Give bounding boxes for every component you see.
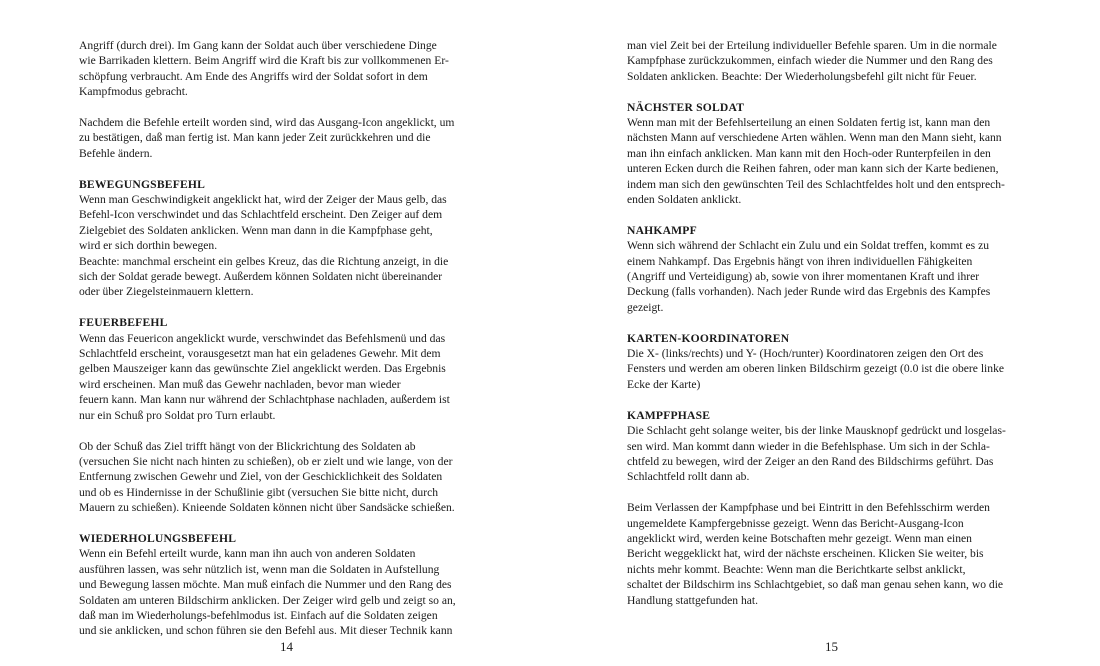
paragraph-wiederholungsbefehl (79, 546, 484, 638)
text-line: Wenn das Feuericon angeklickt wurde, verschwindet das Befehlsmenü und das (79, 331, 446, 345)
text-line: wird erscheinen. Man muß das Gewehr nachladen, bevor man wieder (79, 377, 401, 391)
text-line: nichts mehr kommt. Beachte: Wenn man die Berichtkarte selbst anklickt, (627, 562, 966, 576)
text-line: wird er sich dorthin bewegen. (79, 239, 218, 253)
text-line: Schlachtfeld erscheint, vorausgesetzt man hat ein geladenes Gewehr. Mit dem (79, 347, 441, 361)
right-page (550, 0, 1100, 666)
text-line: und sie anklicken, und schon führen sie den Befehl aus. Mit dieser Technik kann (79, 624, 453, 638)
text-line: Befehle ändern. (79, 146, 153, 160)
text-line: indem man sich den gewünschten Teil des Schlachtfeldes holt und den entsprech- (627, 177, 1005, 191)
text-line: sich der Soldat gerade bewegt. Außerdem können Soldaten nicht übereinander (79, 270, 443, 284)
text-line: chtfeld zu bewegen, wird der Zeiger an den Rand des Bildschirms geführt. Das (627, 454, 994, 468)
text-line: man viel Zeit bei der Erteilung individueller Befehle sparen. Um in die normale (627, 39, 997, 52)
heading-kampfphase: KAMPFPHASE (627, 408, 711, 422)
text-line: Wenn man mit der Befehlserteilung an einen Soldaten fertig ist, kann man den (627, 116, 991, 130)
text-line: (Angriff und Verteidigung) ab, sowie von ihrer momentanen Kraft und ihrer (627, 270, 980, 284)
text-line: Befehl-Icon verschwindet und das Schlachtfeld erscheint. Den Zeiger auf dem (79, 208, 443, 222)
paragraph-kampfphase (627, 423, 1037, 485)
text-line: einem Nahkampf. Das Ergebnis hängt von ihren individuellen Fähigkeiten (627, 254, 973, 268)
text-line: gezeigt. (627, 300, 664, 314)
text-line: gelben Mauszeiger kann das gewünschte Ziel angeklickt werden. Das Ergebnis (79, 362, 446, 376)
heading-nahkampf: NAHKAMPF (627, 223, 697, 237)
text-line: Kampfphase zurückzukommen, einfach wieder die Nummer und den Rang des (627, 54, 993, 68)
text-line: Wenn sich während der Schlacht ein Zulu und ein Soldat treffen, kommt es zu (627, 239, 990, 253)
text-line: Angriff (durch drei). Im Gang kann der Soldat auch über verschiedene Dinge (79, 39, 437, 52)
text-line: ausführen lassen, was sehr nützlich ist, wenn man die Soldaten in Aufstellung (79, 562, 440, 576)
paragraph-schuss (79, 439, 484, 516)
paragraph-nahkampf (627, 238, 1037, 315)
paragraph-verlassen (627, 500, 1037, 608)
paragraph-angriff-intro (79, 38, 484, 100)
paragraph-feuerbefehl (79, 331, 484, 423)
text-line: man ihn einfach anklicken. Man kann mit den Hoch-oder Runterpfeilen in den (627, 146, 991, 160)
text-line: schaltet der Bildschirm ins Schlachtgebiet, so daß man genau sehen kann, wo die (627, 578, 1004, 592)
text-line: Mauern zu schießen). Knieende Soldaten können nicht über Sandsäcke schießen. (79, 501, 455, 515)
right-text-column (627, 38, 1037, 608)
text-line: ungemeldete Kampfergebnisse gezeigt. Wenn das Bericht-Ausgang-Icon (627, 516, 964, 530)
text-line: wie Barrikaden klettern. Beim Angriff wird die Kraft bis zur vollkommenen Er- (79, 54, 449, 68)
heading-karten-koordinatoren: KARTEN-KOORDINATOREN (627, 331, 790, 345)
text-line: Beim Verlassen der Kampfphase und bei Eintritt in den Befehlsschirm werden (627, 501, 990, 515)
text-line: (versuchen Sie nicht nach hinten zu schießen), ob er zielt und wie lange, von der (79, 454, 453, 468)
text-line: angeklickt wird, werden keine Botschaften mehr gezeigt. Wenn man einen (627, 531, 972, 545)
text-line: Zielgebiet des Soldaten anklicken. Wenn man dann in die Kampfphase geht, (79, 223, 433, 237)
text-line: unteren Ecken durch die Reihen fahren, oder man kann sich der Karte bedienen, (627, 162, 999, 176)
text-line: Die X- (links/rechts) und Y- (Hoch/runter) Koordinatoren zeigen den Ort des (627, 347, 984, 361)
page-number-left: 14 (280, 639, 293, 654)
heading-wiederholungsbefehl: WIEDERHOLUNGSBEFEHL (79, 531, 237, 545)
paragraph-ausgang-icon (79, 115, 484, 161)
text-line: Bericht weggeklickt hat, wird der nächste erscheinen. Klicken Sie weiter, bis (627, 547, 984, 561)
heading-feuerbefehl: FEUERBEFEHL (79, 316, 168, 330)
text-line: Wenn ein Befehl erteilt wurde, kann man ihn auch von anderen Soldaten (79, 547, 416, 561)
text-line: Ecke der Karte) (627, 377, 701, 391)
text-line: Wenn man Geschwindigkeit angeklickt hat, wird der Zeiger der Maus gelb, das (79, 193, 447, 207)
text-line: oder über Ziegelsteinmauern klettern. (79, 285, 254, 299)
heading-naechster-soldat: NÄCHSTER SOLDAT (627, 100, 745, 114)
text-line: enden Soldaten anklickt. (627, 193, 742, 207)
left-text-column (79, 38, 484, 639)
text-line: Fensters und werden am oberen linken Bildschirm gezeigt (0.0 ist die obere linke (627, 362, 1005, 376)
text-line: Soldaten am unteren Bildschirm anklicken. Der Zeiger wird gelb und zeigt so an, (79, 593, 456, 607)
text-line: und ob es Hindernisse in der Schußlinie gibt (versuchen Sie bitte nicht, durch (79, 485, 439, 499)
text-line: sen wird. Man kommt dann wieder in die Befehlsphase. Um sich in der Schla- (627, 439, 990, 453)
text-line: Ob der Schuß das Ziel trifft hängt von der Blickrichtung des Soldaten ab (79, 439, 416, 453)
text-line: Beachte: manchmal erscheint ein gelbes Kreuz, das die Richtung anzeigt, in die (79, 254, 449, 268)
text-line: Handlung stattgefunden hat. (627, 593, 759, 607)
text-line: Schlachtfeld rollt dann ab. (627, 470, 750, 484)
text-line: und Bewegung lassen möchte. Man muß einfach die Nummer und den Rang des (79, 578, 452, 592)
text-line: feuern kann. Man kann nur während der Schlachtphase nachladen, außerdem ist (79, 393, 450, 407)
text-line: nächsten Mann auf verschiedene Arten wählen. Wenn man den Mann sieht, kann (627, 131, 1002, 145)
text-line: Soldaten anklicken. Beachte: Der Wiederholungsbefehl gilt nicht für Feuer. (627, 69, 977, 83)
text-line: Entfernung zwischen Gewehr und Ziel, von der Geschicklichkeit des Soldaten (79, 470, 443, 484)
text-line: Nachdem die Befehle erteilt worden sind, wird das Ausgang-Icon angeklickt, um (79, 116, 455, 130)
paragraph-naechster-soldat (627, 115, 1037, 207)
paragraph-wiederholung-continued (627, 38, 1037, 84)
text-line: schöpfung verbraucht. Am Ende des Angriffs wird der Soldat sofort in dem (79, 69, 428, 83)
page-number-right: 15 (825, 639, 838, 654)
text-line: Kampfmodus gebracht. (79, 85, 188, 99)
text-line: nur ein Schuß pro Soldat pro Turn erlaubt. (79, 408, 276, 422)
text-line: Deckung (falls vorhanden). Nach jeder Runde wird das Ergebnis des Kampfes (627, 285, 991, 299)
paragraph-bewegungsbefehl (79, 192, 484, 300)
text-line: zu bestätigen, daß man fertig ist. Man kann jeder Zeit zurückkehren und die (79, 131, 431, 145)
paragraph-karten-koordinatoren (627, 346, 1037, 392)
heading-bewegungsbefehl: BEWEGUNGSBEFEHL (79, 177, 206, 191)
text-line: Die Schlacht geht solange weiter, bis der linke Mausknopf gedrückt und losgelas- (627, 424, 1006, 438)
text-line: daß man im Wiederholungs-befehlmodus ist. Einfach auf die Soldaten zeigen (79, 608, 438, 622)
